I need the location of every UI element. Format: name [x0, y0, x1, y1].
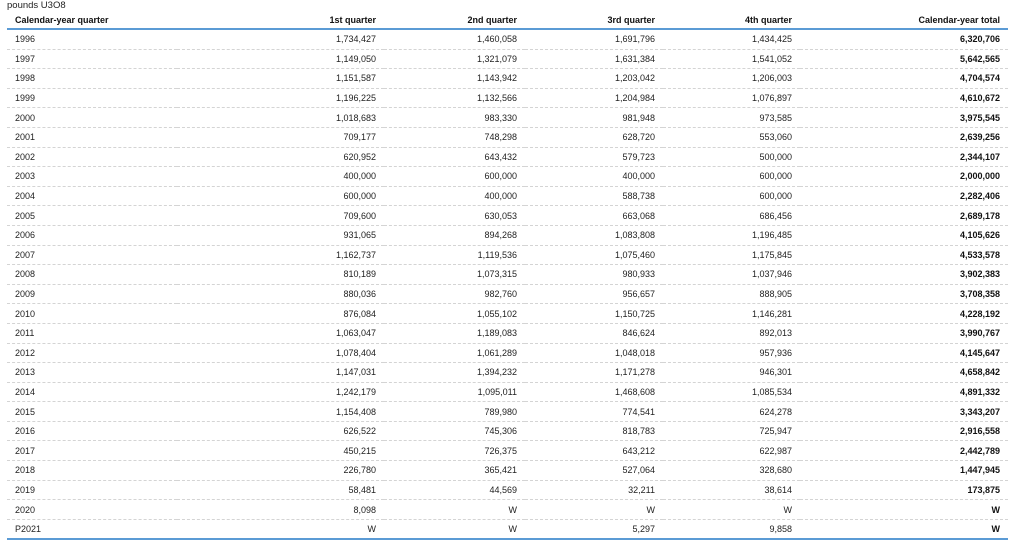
q2-cell: 789,980: [384, 402, 525, 422]
table-row: [7, 225, 1008, 245]
q4-cell: 600,000: [663, 167, 800, 187]
total-cell: 3,990,767: [800, 323, 1008, 343]
year-cell: 1996: [7, 29, 177, 49]
year-cell: 2004: [7, 186, 177, 206]
q2-cell: 1,143,942: [384, 69, 525, 89]
table-row: [7, 186, 1008, 206]
q2-cell: W: [384, 500, 525, 520]
q2-cell: 630,053: [384, 206, 525, 226]
q3-cell: 1,075,460: [525, 245, 663, 265]
q1-cell: 880,036: [177, 284, 384, 304]
year-cell: 2020: [7, 500, 177, 520]
year-cell: 2007: [7, 245, 177, 265]
table-row: [7, 265, 1008, 285]
q1-cell: 600,000: [177, 186, 384, 206]
table-row: [7, 127, 1008, 147]
q3-cell: 579,723: [525, 147, 663, 167]
q4-cell: 9,858: [663, 519, 800, 539]
table-row: [7, 343, 1008, 363]
q1-cell: 1,063,047: [177, 323, 384, 343]
q2-cell: 982,760: [384, 284, 525, 304]
total-cell: 4,533,578: [800, 245, 1008, 265]
total-cell: 173,875: [800, 480, 1008, 500]
total-cell: 2,639,256: [800, 127, 1008, 147]
q1-cell: 1,149,050: [177, 49, 384, 69]
q4-cell: 1,175,845: [663, 245, 800, 265]
table-row: [7, 147, 1008, 167]
q3-cell: 846,624: [525, 323, 663, 343]
q4-cell: 1,085,534: [663, 382, 800, 402]
q2-cell: 726,375: [384, 441, 525, 461]
year-cell: 2012: [7, 343, 177, 363]
q1-cell: 1,078,404: [177, 343, 384, 363]
year-cell: 2015: [7, 402, 177, 422]
q2-cell: 745,306: [384, 421, 525, 441]
header-3rd-quarter[interactable]: 3rd quarter: [525, 11, 663, 29]
q2-cell: 748,298: [384, 127, 525, 147]
q4-cell: 946,301: [663, 363, 800, 383]
q4-cell: 1,196,485: [663, 225, 800, 245]
total-cell: 2,689,178: [800, 206, 1008, 226]
year-cell: 2005: [7, 206, 177, 226]
year-cell: 2014: [7, 382, 177, 402]
total-cell: 3,902,383: [800, 265, 1008, 285]
q3-cell: 1,150,725: [525, 304, 663, 324]
q4-cell: 1,206,003: [663, 69, 800, 89]
q2-cell: 1,119,536: [384, 245, 525, 265]
total-cell: 3,343,207: [800, 402, 1008, 422]
header-2nd-quarter[interactable]: 2nd quarter: [384, 11, 525, 29]
total-cell: W: [800, 519, 1008, 539]
q4-cell: 973,585: [663, 108, 800, 128]
year-cell: 2002: [7, 147, 177, 167]
total-cell: 2,442,789: [800, 441, 1008, 461]
q3-cell: 643,212: [525, 441, 663, 461]
year-cell: 2008: [7, 265, 177, 285]
table-row: [7, 284, 1008, 304]
q1-cell: 1,154,408: [177, 402, 384, 422]
q1-cell: 1,734,427: [177, 29, 384, 49]
q4-cell: 500,000: [663, 147, 800, 167]
header-calendar-year-total[interactable]: Calendar-year total: [800, 11, 1008, 29]
q3-cell: 1,203,042: [525, 69, 663, 89]
year-cell: 1999: [7, 88, 177, 108]
q1-cell: 709,177: [177, 127, 384, 147]
q1-cell: 226,780: [177, 461, 384, 481]
total-cell: 4,145,647: [800, 343, 1008, 363]
q1-cell: 709,600: [177, 206, 384, 226]
q2-cell: 1,132,566: [384, 88, 525, 108]
q4-cell: 957,936: [663, 343, 800, 363]
q4-cell: 888,905: [663, 284, 800, 304]
q3-cell: 1,204,984: [525, 88, 663, 108]
q4-cell: 328,680: [663, 461, 800, 481]
q2-cell: 1,061,289: [384, 343, 525, 363]
q2-cell: 1,460,058: [384, 29, 525, 49]
q1-cell: 1,162,737: [177, 245, 384, 265]
q3-cell: 527,064: [525, 461, 663, 481]
table-row: [7, 29, 1008, 49]
q1-cell: W: [177, 519, 384, 539]
table-body: [7, 29, 1008, 539]
year-cell: 2001: [7, 127, 177, 147]
q2-cell: 44,569: [384, 480, 525, 500]
q3-cell: 588,738: [525, 186, 663, 206]
q3-cell: 981,948: [525, 108, 663, 128]
year-cell: 1997: [7, 49, 177, 69]
year-cell: 2000: [7, 108, 177, 128]
unit-label: pounds U3O8: [7, 0, 66, 11]
year-cell: 1998: [7, 69, 177, 89]
q4-cell: 725,947: [663, 421, 800, 441]
q3-cell: 1,631,384: [525, 49, 663, 69]
total-cell: 4,610,672: [800, 88, 1008, 108]
q4-cell: 600,000: [663, 186, 800, 206]
q1-cell: 1,018,683: [177, 108, 384, 128]
table-row: [7, 402, 1008, 422]
year-cell: 2009: [7, 284, 177, 304]
q3-cell: 5,297: [525, 519, 663, 539]
q3-cell: 818,783: [525, 421, 663, 441]
table-row: [7, 441, 1008, 461]
total-cell: 2,282,406: [800, 186, 1008, 206]
q3-cell: 628,720: [525, 127, 663, 147]
q3-cell: 1,171,278: [525, 363, 663, 383]
q4-cell: 1,541,052: [663, 49, 800, 69]
year-cell: 2011: [7, 323, 177, 343]
total-cell: 1,447,945: [800, 461, 1008, 481]
year-cell: 2003: [7, 167, 177, 187]
q3-cell: W: [525, 500, 663, 520]
q4-cell: 624,278: [663, 402, 800, 422]
q4-cell: 1,076,897: [663, 88, 800, 108]
total-cell: 2,344,107: [800, 147, 1008, 167]
production-table: [7, 11, 1008, 540]
table-row: [7, 461, 1008, 481]
header-calendar-year-quarter[interactable]: Calendar-year quarter: [7, 11, 177, 29]
q1-cell: 58,481: [177, 480, 384, 500]
q1-cell: 8,098: [177, 500, 384, 520]
table-row: [7, 519, 1008, 539]
q2-cell: 643,432: [384, 147, 525, 167]
q2-cell: 1,095,011: [384, 382, 525, 402]
q2-cell: 1,321,079: [384, 49, 525, 69]
q3-cell: 1,468,608: [525, 382, 663, 402]
year-cell: 2019: [7, 480, 177, 500]
table-row: [7, 304, 1008, 324]
q4-cell: 622,987: [663, 441, 800, 461]
q1-cell: 810,189: [177, 265, 384, 285]
table-row: [7, 480, 1008, 500]
q2-cell: 1,189,083: [384, 323, 525, 343]
q1-cell: 620,952: [177, 147, 384, 167]
q1-cell: 450,215: [177, 441, 384, 461]
q2-cell: 365,421: [384, 461, 525, 481]
q1-cell: 876,084: [177, 304, 384, 324]
q2-cell: 1,055,102: [384, 304, 525, 324]
table-row: [7, 500, 1008, 520]
table-row: [7, 206, 1008, 226]
total-cell: 2,000,000: [800, 167, 1008, 187]
q4-cell: 553,060: [663, 127, 800, 147]
q3-cell: 956,657: [525, 284, 663, 304]
total-cell: 4,704,574: [800, 69, 1008, 89]
total-cell: 3,708,358: [800, 284, 1008, 304]
table-header-row: [7, 11, 1008, 29]
q4-cell: 1,434,425: [663, 29, 800, 49]
total-cell: 4,105,626: [800, 225, 1008, 245]
table-row: [7, 49, 1008, 69]
q2-cell: 1,394,232: [384, 363, 525, 383]
q1-cell: 1,196,225: [177, 88, 384, 108]
year-cell: 2017: [7, 441, 177, 461]
q2-cell: W: [384, 519, 525, 539]
q2-cell: 983,330: [384, 108, 525, 128]
q3-cell: 400,000: [525, 167, 663, 187]
q4-cell: 686,456: [663, 206, 800, 226]
header-4th-quarter[interactable]: 4th quarter: [663, 11, 800, 29]
q2-cell: 400,000: [384, 186, 525, 206]
table-row: [7, 108, 1008, 128]
q4-cell: W: [663, 500, 800, 520]
q3-cell: 663,068: [525, 206, 663, 226]
table-row: [7, 69, 1008, 89]
q3-cell: 1,083,808: [525, 225, 663, 245]
total-cell: 4,228,192: [800, 304, 1008, 324]
total-cell: 4,891,332: [800, 382, 1008, 402]
q2-cell: 1,073,315: [384, 265, 525, 285]
q4-cell: 1,146,281: [663, 304, 800, 324]
q4-cell: 1,037,946: [663, 265, 800, 285]
year-cell: 2018: [7, 461, 177, 481]
table-row: [7, 323, 1008, 343]
q4-cell: 38,614: [663, 480, 800, 500]
table-row: [7, 88, 1008, 108]
year-cell: 2016: [7, 421, 177, 441]
header-1st-quarter[interactable]: 1st quarter: [177, 11, 384, 29]
q1-cell: 1,151,587: [177, 69, 384, 89]
total-cell: W: [800, 500, 1008, 520]
q1-cell: 1,242,179: [177, 382, 384, 402]
total-cell: 2,916,558: [800, 421, 1008, 441]
q3-cell: 1,691,796: [525, 29, 663, 49]
year-cell: 2010: [7, 304, 177, 324]
table-row: [7, 245, 1008, 265]
q1-cell: 1,147,031: [177, 363, 384, 383]
q1-cell: 626,522: [177, 421, 384, 441]
year-cell: P2021: [7, 519, 177, 539]
table-row: [7, 382, 1008, 402]
table-row: [7, 167, 1008, 187]
q2-cell: 894,268: [384, 225, 525, 245]
total-cell: 6,320,706: [800, 29, 1008, 49]
table-row: [7, 421, 1008, 441]
q4-cell: 892,013: [663, 323, 800, 343]
q3-cell: 1,048,018: [525, 343, 663, 363]
table-row: [7, 363, 1008, 383]
q1-cell: 931,065: [177, 225, 384, 245]
year-cell: 2006: [7, 225, 177, 245]
total-cell: 3,975,545: [800, 108, 1008, 128]
q3-cell: 32,211: [525, 480, 663, 500]
q3-cell: 980,933: [525, 265, 663, 285]
total-cell: 5,642,565: [800, 49, 1008, 69]
q3-cell: 774,541: [525, 402, 663, 422]
q1-cell: 400,000: [177, 167, 384, 187]
q2-cell: 600,000: [384, 167, 525, 187]
total-cell: 4,658,842: [800, 363, 1008, 383]
year-cell: 2013: [7, 363, 177, 383]
